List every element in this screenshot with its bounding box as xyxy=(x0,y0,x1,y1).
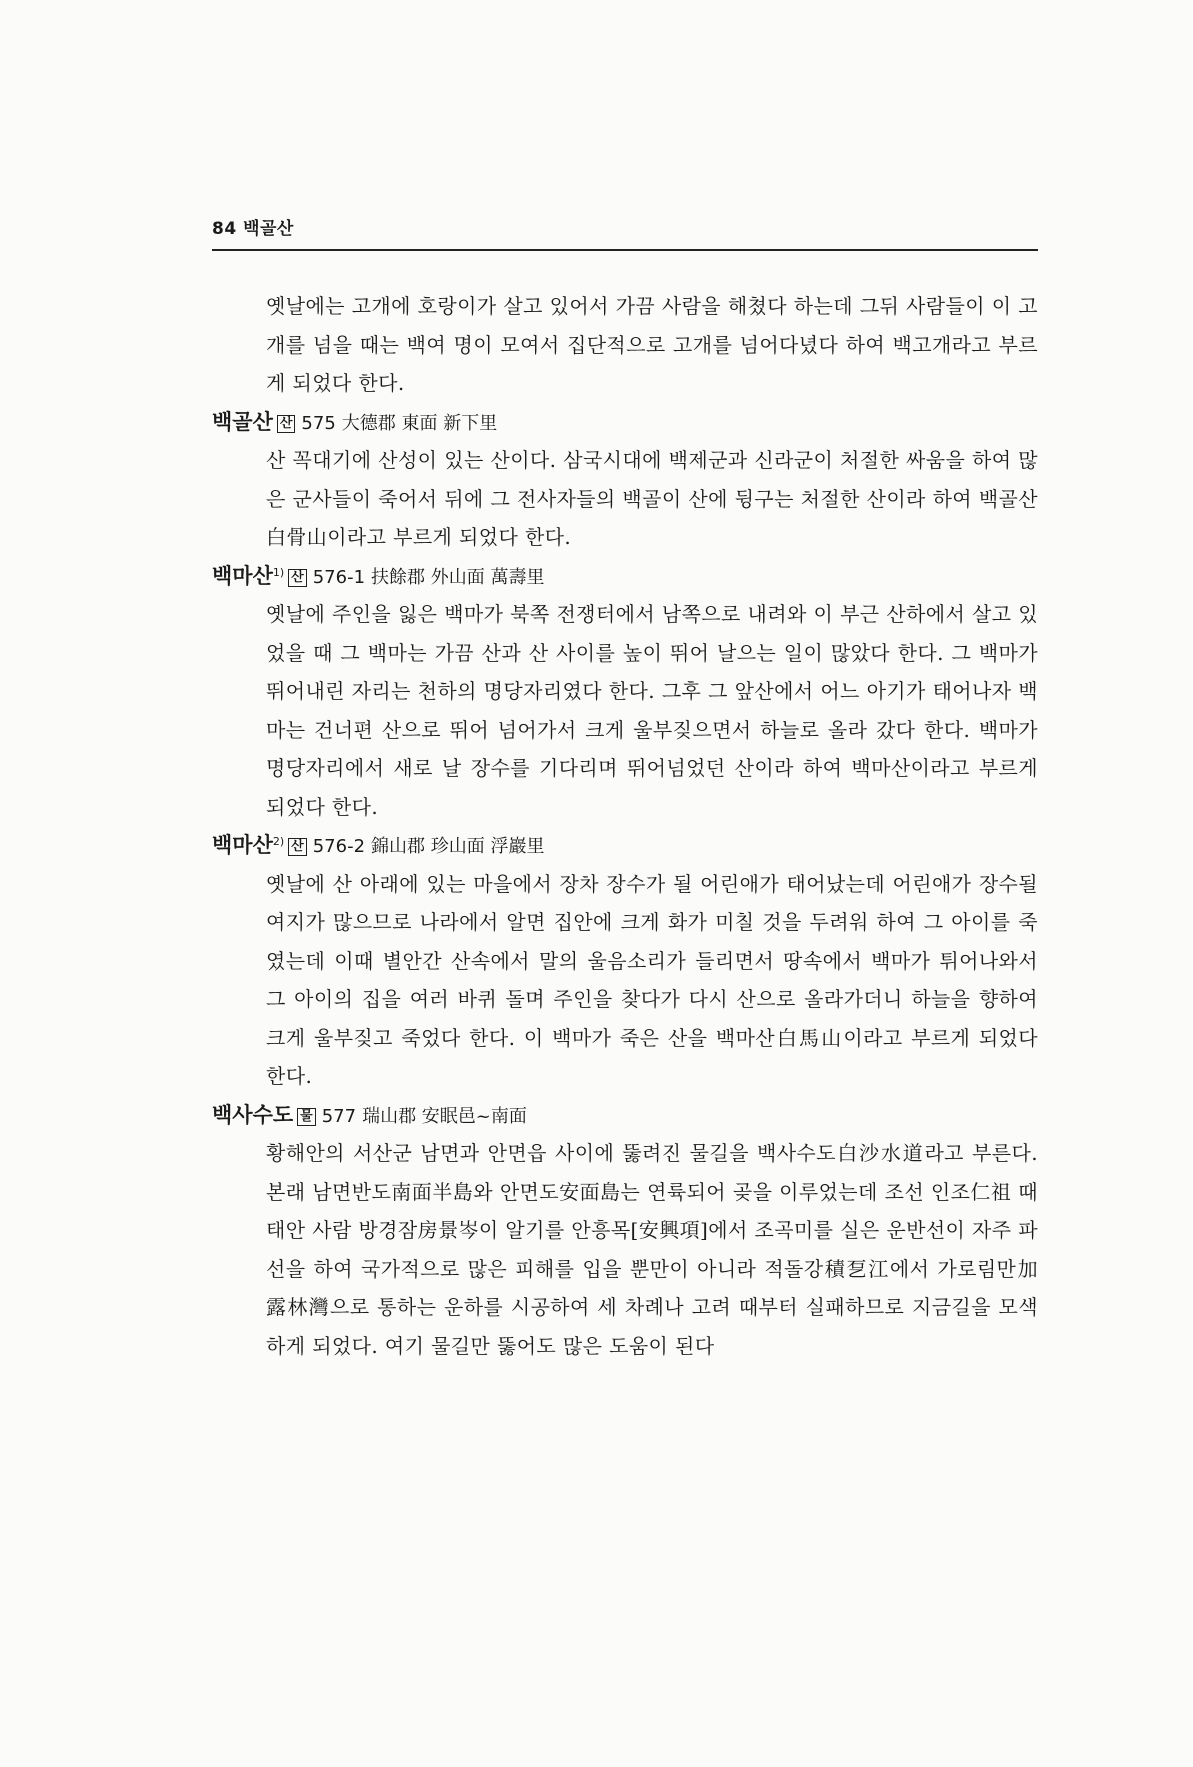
entry-baeksasudo xyxy=(212,1096,1038,1366)
entry-number: 575 xyxy=(301,412,336,434)
category-mark: 산 xyxy=(277,415,296,433)
entry-headword: 백마산 xyxy=(212,833,273,857)
category-mark: 산 xyxy=(288,569,307,587)
entry-text: 옛날에 산 아래에 있는 마을에서 장차 장수가 될 어린애가 태어났는데 어린애가 장수될 여지가 많으므로 나라에서 알면 집안에 크게 화가 미칠 것을 두려워 하여 그 아이를 죽였는데 이때 별안간 산속에서 말의 울음소리가 들리면서 땅속에서 백마가 튀어나와서 그 아이의 집을 여러 바퀴 돌며 주인을 찾다가 다시 산으로 올라가더니 하늘을 향하여 크게 울부짖고 죽었다 한다. 이 백마가 죽은 산을 백마산白馬山이라고 부르게 되었다 한다. xyxy=(266,871,1038,1088)
page-header: 84 백골산 xyxy=(212,219,294,239)
entry-location: 扶餘郡 外山面 萬壽里 xyxy=(371,566,545,588)
entry-headword: 백골산 xyxy=(212,409,273,434)
entry-heading xyxy=(212,403,1038,442)
entry-number: 577 xyxy=(321,1105,357,1127)
category-mark: 산 xyxy=(288,838,307,856)
entry-number: 576-1 xyxy=(312,566,366,588)
entry-heading xyxy=(212,1096,1038,1135)
intro-paragraph: 옛날에는 고개에 호랑이가 살고 있어서 가끔 사람을 해쳤다 하는데 그뒤 사람들이 이 고개를 넘을 때는 백여 명이 모여서 집단적으로 고개를 넘어다녔다 하여 백고개라고 부르게 되었다 한다. xyxy=(266,294,1038,395)
category-mark: 물 xyxy=(297,1108,316,1126)
entry-heading xyxy=(212,557,1038,596)
entry-headword: 백사수도 xyxy=(212,1102,294,1127)
entry-baekgolsan xyxy=(212,403,1038,557)
entry-number: 576-2 xyxy=(312,836,366,857)
entry-headword: 백마산 xyxy=(212,563,273,588)
entry-text: 옛날에 주인을 잃은 백마가 북쪽 전쟁터에서 남쪽으로 내려와 이 부근 산하에서 살고 있었을 때 그 백마는 가끔 산과 산 사이를 높이 뛰어 날으는 일이 많았다 한다. 그 백마가 뛰어내린 자리는 천하의 명당자리였다 한다. 그후 그 앞산에서 어느 아기가 태어나자 백마는 건너편 산으로 뛰어 넘어가서 크게 울부짖으면서 하늘로 올라 갔다 한다. 백마가 명당자리에서 새로 날 장수를 기다리며 뛰어넘었던 산이라 하여 백마산이라고 부르게 되었다 한다. xyxy=(266,602,1038,819)
entry-location: 大德郡 東面 新下里 xyxy=(341,412,498,434)
entry-text: 산 꼭대기에 산성이 있는 산이다. 삼국시대에 백제군과 신라군이 처절한 싸움을 하여 많은 군사들이 죽어서 뒤에 그 전사자들의 백골이 산에 뒹구는 처절한 산이라 하여 백골산白骨山이라고 부르게 되었다 한다. xyxy=(266,448,1038,549)
entry-heading xyxy=(212,826,1038,865)
header-rule xyxy=(212,249,1038,251)
entry-location: 瑞山郡 安眠邑~南面 xyxy=(362,1105,527,1127)
page-content xyxy=(212,287,1038,1365)
entry-baekmasan-1 xyxy=(212,557,1038,827)
entry-superscript: 1) xyxy=(272,565,285,579)
entry-location: 錦山郡 珍山面 浮巖里 xyxy=(371,836,545,857)
entry-text: 황해안의 서산군 남면과 안면읍 사이에 뚫려진 물길을 백사수도白沙水道라고 부른다. 본래 남면반도南面半島와 안면도安面島는 연륙되어 곶을 이루었는데 조선 인조仁祖 때 태안 사람 방경잠房景岑이 알기를 안흥목[安興項]에서 조곡미를 실은 운반선이 자주 파선을 하여 국가적으로 많은 피해를 입을 뿐만이 아니라 적돌강積乭江에서 가로림만加露林灣으로 통하는 운하를 시공하여 세 차례나 고려 때부터 실패하므로 지금길을 모색하게 되었다. 여기 물길만 뚫어도 많은 도움이 된다 xyxy=(266,1141,1038,1358)
entry-baekmasan-2 xyxy=(212,826,1038,1096)
entry-superscript: 2) xyxy=(272,835,285,848)
